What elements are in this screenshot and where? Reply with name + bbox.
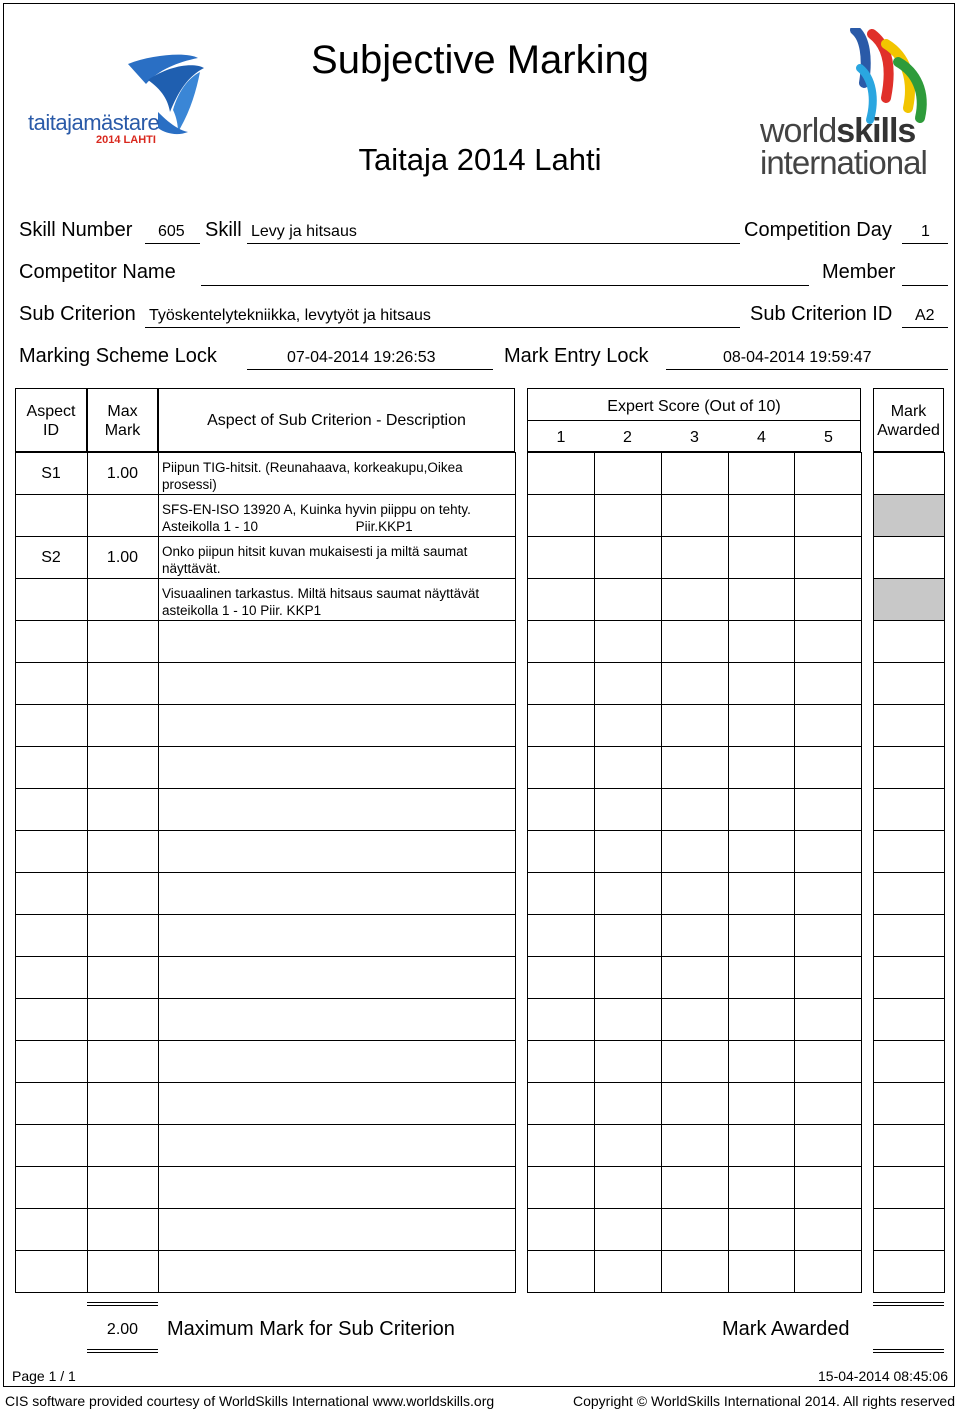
aspect-id-cell: [15, 1250, 88, 1293]
score-4-cell[interactable]: [728, 1250, 795, 1293]
description-cell: [158, 704, 516, 747]
score-5-cell[interactable]: [794, 704, 862, 747]
mark-awarded-cell[interactable]: [873, 746, 945, 789]
score-1-cell[interactable]: [527, 998, 595, 1041]
max-total-rule-top: [87, 1302, 158, 1306]
row-1-max-mark: 1.00: [106, 465, 139, 482]
worldskills-logo-international: international: [760, 144, 927, 181]
score-4-cell[interactable]: [728, 536, 795, 579]
description-cell: [158, 746, 516, 789]
score-4-cell[interactable]: [728, 494, 795, 537]
aspect-id-cell: [15, 746, 88, 789]
score-5-cell[interactable]: [794, 452, 862, 495]
score-5-cell[interactable]: [794, 1082, 862, 1125]
score-3-cell[interactable]: [661, 956, 729, 999]
max-mark-cell: [87, 830, 159, 873]
score-3-cell[interactable]: [661, 536, 729, 579]
score-3-cell[interactable]: [661, 872, 729, 915]
score-3-cell[interactable]: [661, 704, 729, 747]
page-title: Subjective Marking: [311, 38, 649, 82]
score-5-cell[interactable]: [794, 620, 862, 663]
score-2-cell[interactable]: [594, 536, 662, 579]
score-1-cell[interactable]: [527, 452, 595, 495]
description-cell: [158, 788, 516, 831]
score-1-cell[interactable]: [527, 620, 595, 663]
skill-number-label: Skill Number: [19, 219, 133, 241]
score-3-cell[interactable]: [661, 578, 729, 621]
description-cell: [158, 1250, 516, 1293]
score-3-cell[interactable]: [661, 1208, 729, 1251]
score-5-cell[interactable]: [794, 746, 862, 789]
description-cell: [158, 620, 516, 663]
max-mark-cell: [87, 704, 159, 747]
score-1-cell[interactable]: [527, 1040, 595, 1083]
max-mark-cell: [87, 1124, 159, 1167]
mark-awarded-cell[interactable]: [873, 914, 945, 957]
aspect-id-cell: [15, 1208, 88, 1251]
aspect-id-cell: [15, 578, 88, 621]
max-mark-cell: [87, 1040, 159, 1083]
score-3-cell[interactable]: [661, 452, 729, 495]
score-2-cell[interactable]: [594, 1208, 662, 1251]
score-4-cell[interactable]: [728, 872, 795, 915]
max-mark-cell: [87, 746, 159, 789]
score-1-cell[interactable]: [527, 578, 595, 621]
score-4-cell[interactable]: [728, 452, 795, 495]
description-cell: [158, 956, 516, 999]
skill-label: Skill: [205, 219, 242, 241]
description-cell: [158, 998, 516, 1041]
max-mark-cell: [87, 1166, 159, 1209]
row-1-description: Piipun TIG-hitsit. (Reunahaava, korkeakupu,Oikea prosessi): [162, 460, 463, 492]
score-2-cell[interactable]: [594, 662, 662, 705]
score-col-1: 1: [556, 429, 566, 446]
mark-awarded-cell[interactable]: [873, 620, 945, 663]
skill-number-value: 605: [158, 223, 185, 240]
score-5-cell[interactable]: [794, 1124, 862, 1167]
score-4-cell[interactable]: [728, 620, 795, 663]
mark-awarded-cell[interactable]: [873, 1124, 945, 1167]
score-1-cell[interactable]: [527, 746, 595, 789]
score-col-3: 3: [690, 429, 699, 446]
max-mark-label: Maximum Mark for Sub Criterion: [167, 1318, 455, 1340]
page-number: Page 1 / 1: [12, 1368, 76, 1384]
description-cell: [158, 914, 516, 957]
max-mark-cell: [87, 620, 159, 663]
skill-value: Levy ja hitsaus: [251, 223, 357, 240]
score-5-cell[interactable]: [794, 1208, 862, 1251]
row-2-description: SFS-EN-ISO 13920 A, Kuinka hyvin piippu on tehty. Asteikolla 1 - 10 Piir.KKP1: [162, 502, 474, 534]
member-underline: [902, 285, 948, 286]
score-2-cell[interactable]: [594, 956, 662, 999]
sub-criterion-id-value: A2: [915, 307, 935, 324]
score-5-cell[interactable]: [794, 872, 862, 915]
score-3-cell[interactable]: [661, 746, 729, 789]
score-5-cell[interactable]: [794, 494, 862, 537]
max-mark-cell: [87, 494, 159, 537]
score-3-cell[interactable]: [661, 1250, 729, 1293]
worldskills-logo-word-skills: skills: [836, 112, 916, 150]
score-5-cell[interactable]: [794, 1040, 862, 1083]
header-max-mark-text: Max Mark: [104, 403, 141, 439]
row-3-description: Onko piipun hitsit kuvan mukaisesti ja miltä saumat näyttävät.: [162, 544, 468, 576]
description-cell: [158, 872, 516, 915]
mark-awarded-cell[interactable]: [873, 788, 945, 831]
score-3-cell[interactable]: [661, 1166, 729, 1209]
score-4-cell[interactable]: [728, 956, 795, 999]
description-cell: [158, 1082, 516, 1125]
score-4-cell[interactable]: [728, 998, 795, 1041]
score-3-cell[interactable]: [661, 998, 729, 1041]
aspect-id-cell: [15, 1124, 88, 1167]
score-2-cell[interactable]: [594, 914, 662, 957]
header-expert-score-divider: [528, 420, 860, 421]
score-1-cell[interactable]: [527, 830, 595, 873]
page-subtitle: Taitaja 2014 Lahti: [358, 142, 602, 177]
score-4-cell[interactable]: [728, 746, 795, 789]
description-cell: [158, 1124, 516, 1167]
mark-awarded-rule-top: [873, 1302, 944, 1306]
score-2-cell[interactable]: [594, 620, 662, 663]
score-3-cell[interactable]: [661, 830, 729, 873]
score-2-cell[interactable]: [594, 1082, 662, 1125]
score-5-cell[interactable]: [794, 1250, 862, 1293]
score-3-cell[interactable]: [661, 1124, 729, 1167]
sub-criterion-id-label: Sub Criterion ID: [750, 303, 893, 325]
score-1-cell[interactable]: [527, 1208, 595, 1251]
score-col-5: 5: [824, 429, 833, 446]
sub-criterion-id-underline: [902, 327, 948, 328]
max-mark-cell: [87, 788, 159, 831]
score-2-cell[interactable]: [594, 704, 662, 747]
max-mark-cell: [87, 914, 159, 957]
row-4-description: Visuaalinen tarkastus. Miltä hitsaus saumat näyttävät asteikolla 1 - 10 Piir. KKP1: [162, 586, 480, 618]
score-4-cell[interactable]: [728, 662, 795, 705]
max-mark-cell: [87, 1082, 159, 1125]
score-3-cell[interactable]: [661, 914, 729, 957]
sub-criterion-value: Työskentelytekniikka, levytyöt ja hitsaus: [149, 307, 431, 324]
description-cell: [158, 1040, 516, 1083]
competitor-name-label: Competitor Name: [19, 261, 176, 283]
aspect-id-cell: [15, 662, 88, 705]
mark-awarded-cell[interactable]: [873, 536, 945, 579]
header-expert-score-text: Expert Score (Out of 10): [607, 398, 781, 415]
score-1-cell[interactable]: [527, 914, 595, 957]
score-4-cell[interactable]: [728, 1208, 795, 1251]
score-2-cell[interactable]: [594, 872, 662, 915]
mark-awarded-cell[interactable]: [873, 494, 945, 537]
mark-awarded-label: Mark Awarded: [722, 1318, 850, 1340]
score-1-cell[interactable]: [527, 1250, 595, 1293]
mark-awarded-cell[interactable]: [873, 830, 945, 873]
competition-day-value: 1: [921, 223, 930, 240]
score-1-cell[interactable]: [527, 1082, 595, 1125]
mark-entry-lock-underline: [666, 369, 948, 370]
max-mark-cell: [87, 956, 159, 999]
skill-underline: [247, 243, 740, 244]
sub-criterion-label: Sub Criterion: [19, 303, 136, 325]
score-1-cell[interactable]: [527, 1124, 595, 1167]
header-aspect-id: [15, 388, 87, 452]
aspect-id-cell: [15, 1166, 88, 1209]
score-2-cell[interactable]: [594, 1124, 662, 1167]
mark-awarded-rule-bottom: [873, 1349, 944, 1353]
score-1-cell[interactable]: [527, 704, 595, 747]
score-3-cell[interactable]: [661, 1082, 729, 1125]
mark-awarded-cell[interactable]: [873, 1208, 945, 1251]
aspect-id-cell: [15, 914, 88, 957]
score-4-cell[interactable]: [728, 914, 795, 957]
score-3-cell[interactable]: [661, 494, 729, 537]
max-mark-cell: [87, 1208, 159, 1251]
score-1-cell[interactable]: [527, 872, 595, 915]
score-1-cell[interactable]: [527, 662, 595, 705]
score-5-cell[interactable]: [794, 662, 862, 705]
score-1-cell[interactable]: [527, 788, 595, 831]
score-4-cell[interactable]: [728, 830, 795, 873]
score-5-cell[interactable]: [794, 998, 862, 1041]
aspect-id-cell: [15, 1082, 88, 1125]
score-2-cell[interactable]: [594, 746, 662, 789]
marking-scheme-lock-underline: [247, 369, 493, 370]
score-1-cell[interactable]: [527, 956, 595, 999]
score-3-cell[interactable]: [661, 662, 729, 705]
score-col-2: 2: [623, 429, 632, 446]
max-mark-cell: [87, 1250, 159, 1293]
score-4-cell[interactable]: [728, 1082, 795, 1125]
courtesy-text: CIS software provided courtesy of WorldSkills International www.worldskills.org: [5, 1393, 495, 1409]
score-2-cell[interactable]: [594, 1040, 662, 1083]
mark-awarded-cell[interactable]: [873, 1166, 945, 1209]
mark-awarded-cell[interactable]: [873, 578, 945, 621]
score-2-cell[interactable]: [594, 1166, 662, 1209]
aspect-id-cell: [15, 956, 88, 999]
max-total-value: 2.00: [106, 1321, 139, 1338]
score-1-cell[interactable]: [527, 494, 595, 537]
row-3-aspect-id: S2: [41, 549, 61, 566]
header-mark-awarded: [873, 388, 944, 452]
aspect-id-cell: [15, 872, 88, 915]
score-5-cell[interactable]: [794, 536, 862, 579]
aspect-id-cell: [15, 620, 88, 663]
skill-number-underline: [145, 243, 200, 244]
score-5-cell[interactable]: [794, 578, 862, 621]
aspect-id-cell: [15, 1040, 88, 1083]
taitaja-logo-tagline: 2014 LAHTI: [96, 134, 156, 146]
max-total-rule-bottom: [87, 1349, 158, 1353]
header-mark-awarded-text: Mark Awarded: [877, 403, 940, 439]
score-2-cell[interactable]: [594, 578, 662, 621]
mark-entry-lock-label: Mark Entry Lock: [504, 345, 649, 367]
mark-awarded-cell[interactable]: [873, 872, 945, 915]
score-4-cell[interactable]: [728, 1040, 795, 1083]
score-4-cell[interactable]: [728, 1124, 795, 1167]
aspect-id-cell: [15, 830, 88, 873]
score-2-cell[interactable]: [594, 998, 662, 1041]
mark-awarded-cell[interactable]: [873, 1082, 945, 1125]
taitaja-logo-text: taitajamästare: [28, 110, 160, 135]
header-description: [158, 388, 515, 452]
competitor-name-underline: [201, 285, 809, 286]
header-max-mark: [87, 388, 158, 452]
mark-awarded-cell[interactable]: [873, 662, 945, 705]
mark-awarded-cell[interactable]: [873, 956, 945, 999]
description-cell: [158, 1166, 516, 1209]
score-2-cell[interactable]: [594, 788, 662, 831]
max-mark-cell: [87, 662, 159, 705]
aspect-id-cell: [15, 788, 88, 831]
aspect-id-cell: [15, 704, 88, 747]
score-4-cell[interactable]: [728, 578, 795, 621]
header-expert-score: [527, 388, 861, 452]
aspect-id-cell: [15, 494, 88, 537]
max-mark-cell: [87, 872, 159, 915]
mark-awarded-cell[interactable]: [873, 1250, 945, 1293]
score-2-cell[interactable]: [594, 1250, 662, 1293]
description-cell: [158, 1208, 516, 1251]
score-5-cell[interactable]: [794, 1166, 862, 1209]
copyright-text: Copyright © WorldSkills International 2014. All rights reserved: [572, 1393, 955, 1409]
mark-entry-lock-value: 08-04-2014 19:59:47: [723, 349, 872, 366]
competition-day-label: Competition Day: [744, 219, 892, 241]
sub-criterion-underline: [145, 327, 740, 328]
worldskills-logo-word-world: world: [760, 112, 837, 150]
mark-awarded-cell[interactable]: [873, 704, 945, 747]
score-3-cell[interactable]: [661, 788, 729, 831]
max-mark-cell: [87, 998, 159, 1041]
score-3-cell[interactable]: [661, 620, 729, 663]
description-cell: [158, 662, 516, 705]
score-4-cell[interactable]: [728, 1166, 795, 1209]
print-timestamp: 15-04-2014 08:45:06: [818, 1368, 948, 1384]
aspect-id-cell: [15, 998, 88, 1041]
score-5-cell[interactable]: [794, 956, 862, 999]
mark-awarded-cell[interactable]: [873, 998, 945, 1041]
score-1-cell[interactable]: [527, 1166, 595, 1209]
header-aspect-id-text: Aspect ID: [26, 403, 76, 439]
mark-awarded-cell[interactable]: [873, 1040, 945, 1083]
score-2-cell[interactable]: [594, 830, 662, 873]
score-1-cell[interactable]: [527, 536, 595, 579]
score-5-cell[interactable]: [794, 914, 862, 957]
marking-scheme-lock-label: Marking Scheme Lock: [19, 345, 217, 367]
description-cell: [158, 830, 516, 873]
score-4-cell[interactable]: [728, 704, 795, 747]
header-description-text: Aspect of Sub Criterion - Description: [207, 412, 466, 429]
max-mark-cell: [87, 578, 159, 621]
marking-scheme-lock-value: 07-04-2014 19:26:53: [287, 349, 436, 366]
score-3-cell[interactable]: [661, 1040, 729, 1083]
score-5-cell[interactable]: [794, 788, 862, 831]
row-1-aspect-id: S1: [41, 465, 61, 482]
member-label: Member: [822, 261, 896, 283]
competition-day-underline: [902, 243, 948, 244]
score-2-cell[interactable]: [594, 494, 662, 537]
score-2-cell[interactable]: [594, 452, 662, 495]
score-col-4: 4: [757, 429, 766, 446]
score-4-cell[interactable]: [728, 788, 795, 831]
row-3-max-mark: 1.00: [106, 549, 139, 566]
mark-awarded-cell[interactable]: [873, 452, 945, 495]
score-5-cell[interactable]: [794, 830, 862, 873]
